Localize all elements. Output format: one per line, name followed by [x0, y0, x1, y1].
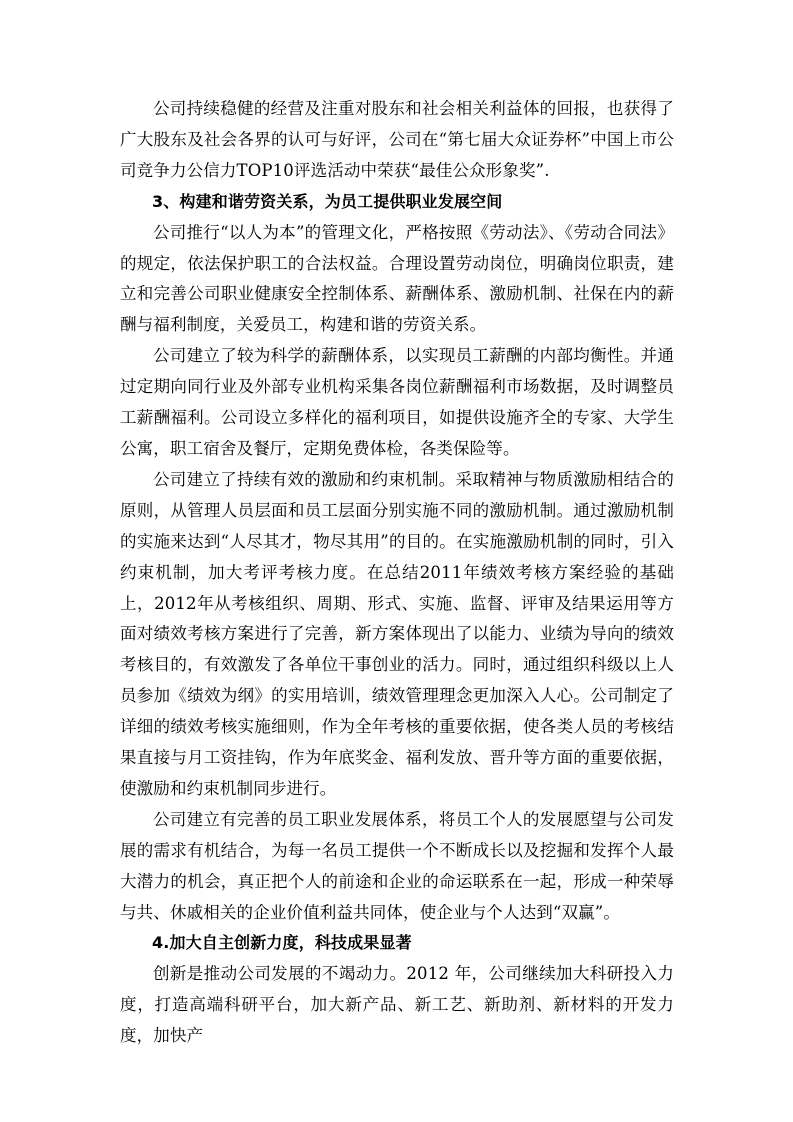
paragraph-shareholder-returns: 公司持续稳健的经营及注重对股东和社会相关利益体的回报，也获得了广大股东及社会各界的认可与好评，公司在“第七届大众证券杯”中国上市公司竞争力公信力TOP10评选活动中荣获“最佳公众形象奖”. — [120, 99, 674, 180]
document-body — [120, 94, 674, 1052]
paragraph-career-development: 公司建立有完善的员工职业发展体系，将员工个人的发展愿望与公司发展的需求有机结合，为每一名员工提供一个不断成长以及挖掘和发挥个人最大潜力的机会，真正把个人的前途和企业的命运联系在一起，形成一种荣辱与共、休戚相关的企业价值利益共同体，使企业与个人达到“双赢”。 — [120, 809, 674, 922]
section-heading-innovation: 4.加大自主创新力度，科技成果显著 — [152, 933, 412, 953]
section-heading-labor-relations: 3、构建和谐劳资关系，为员工提供职业发展空间 — [152, 191, 503, 211]
paragraph-management-culture: 公司推行“以人为本”的管理文化，严格按照《劳动法》、《劳动合同法》的规定，依法保护职工的合法权益。合理设置劳动岗位，明确岗位职责，建立和完善公司职业健康安全控制体系、薪酬体系、激励机制、社保在内的薪酬与福利制度，关爱员工，构建和谐的劳资关系。 — [120, 222, 674, 335]
paragraph-incentive-mechanism: 公司建立了持续有效的激励和约束机制。采取精神与物质激励相结合的原则，从管理人员层面和员工层面分别实施不同的激励机制。通过激励机制的实施来达到“人尽其才，物尽其用”的目的。在实施激励机制的同时，引入约束机制，加大考评考核力度。在总结2011年绩效考核方案经验的基础上，2012年从考核组织、周期、形式、实施、监督、评审及结果运用等方面对绩效考核方案进行了完善，新方案体现出了以能力、业绩为导向的绩效考核目的，有效激发了各单位干事创业的活力。同时，通过组织科级以上人员参加《绩效为纲》的实用培训，绩效管理理念更加深入人心。公司制定了详细的绩效考核实施细则，作为全年考核的重要依据，使各类人员的考核结果直接与月工资挂钩，作为年底奖金、福利发放、晋升等方面的重要依据，使激励和约束机制同步进行。 — [120, 469, 674, 798]
paragraph-compensation-system: 公司建立了较为科学的薪酬体系，以实现员工薪酬的内部均衡性。并通过定期向同行业及外部专业机构采集各岗位薪酬福利市场数据，及时调整员工薪酬福利。公司设立多样化的福利项目，如提供设施齐全的专家、大学生公寓，职工宿舍及餐厅，定期免费体检，各类保险等。 — [120, 346, 674, 458]
paragraph-innovation: 创新是推动公司发展的不竭动力。2012 年，公司继续加大科研投入力度，打造高端科研平台，加大新产品、新工艺、新助剂、新材料的开发力度，加快产 — [120, 964, 674, 1046]
